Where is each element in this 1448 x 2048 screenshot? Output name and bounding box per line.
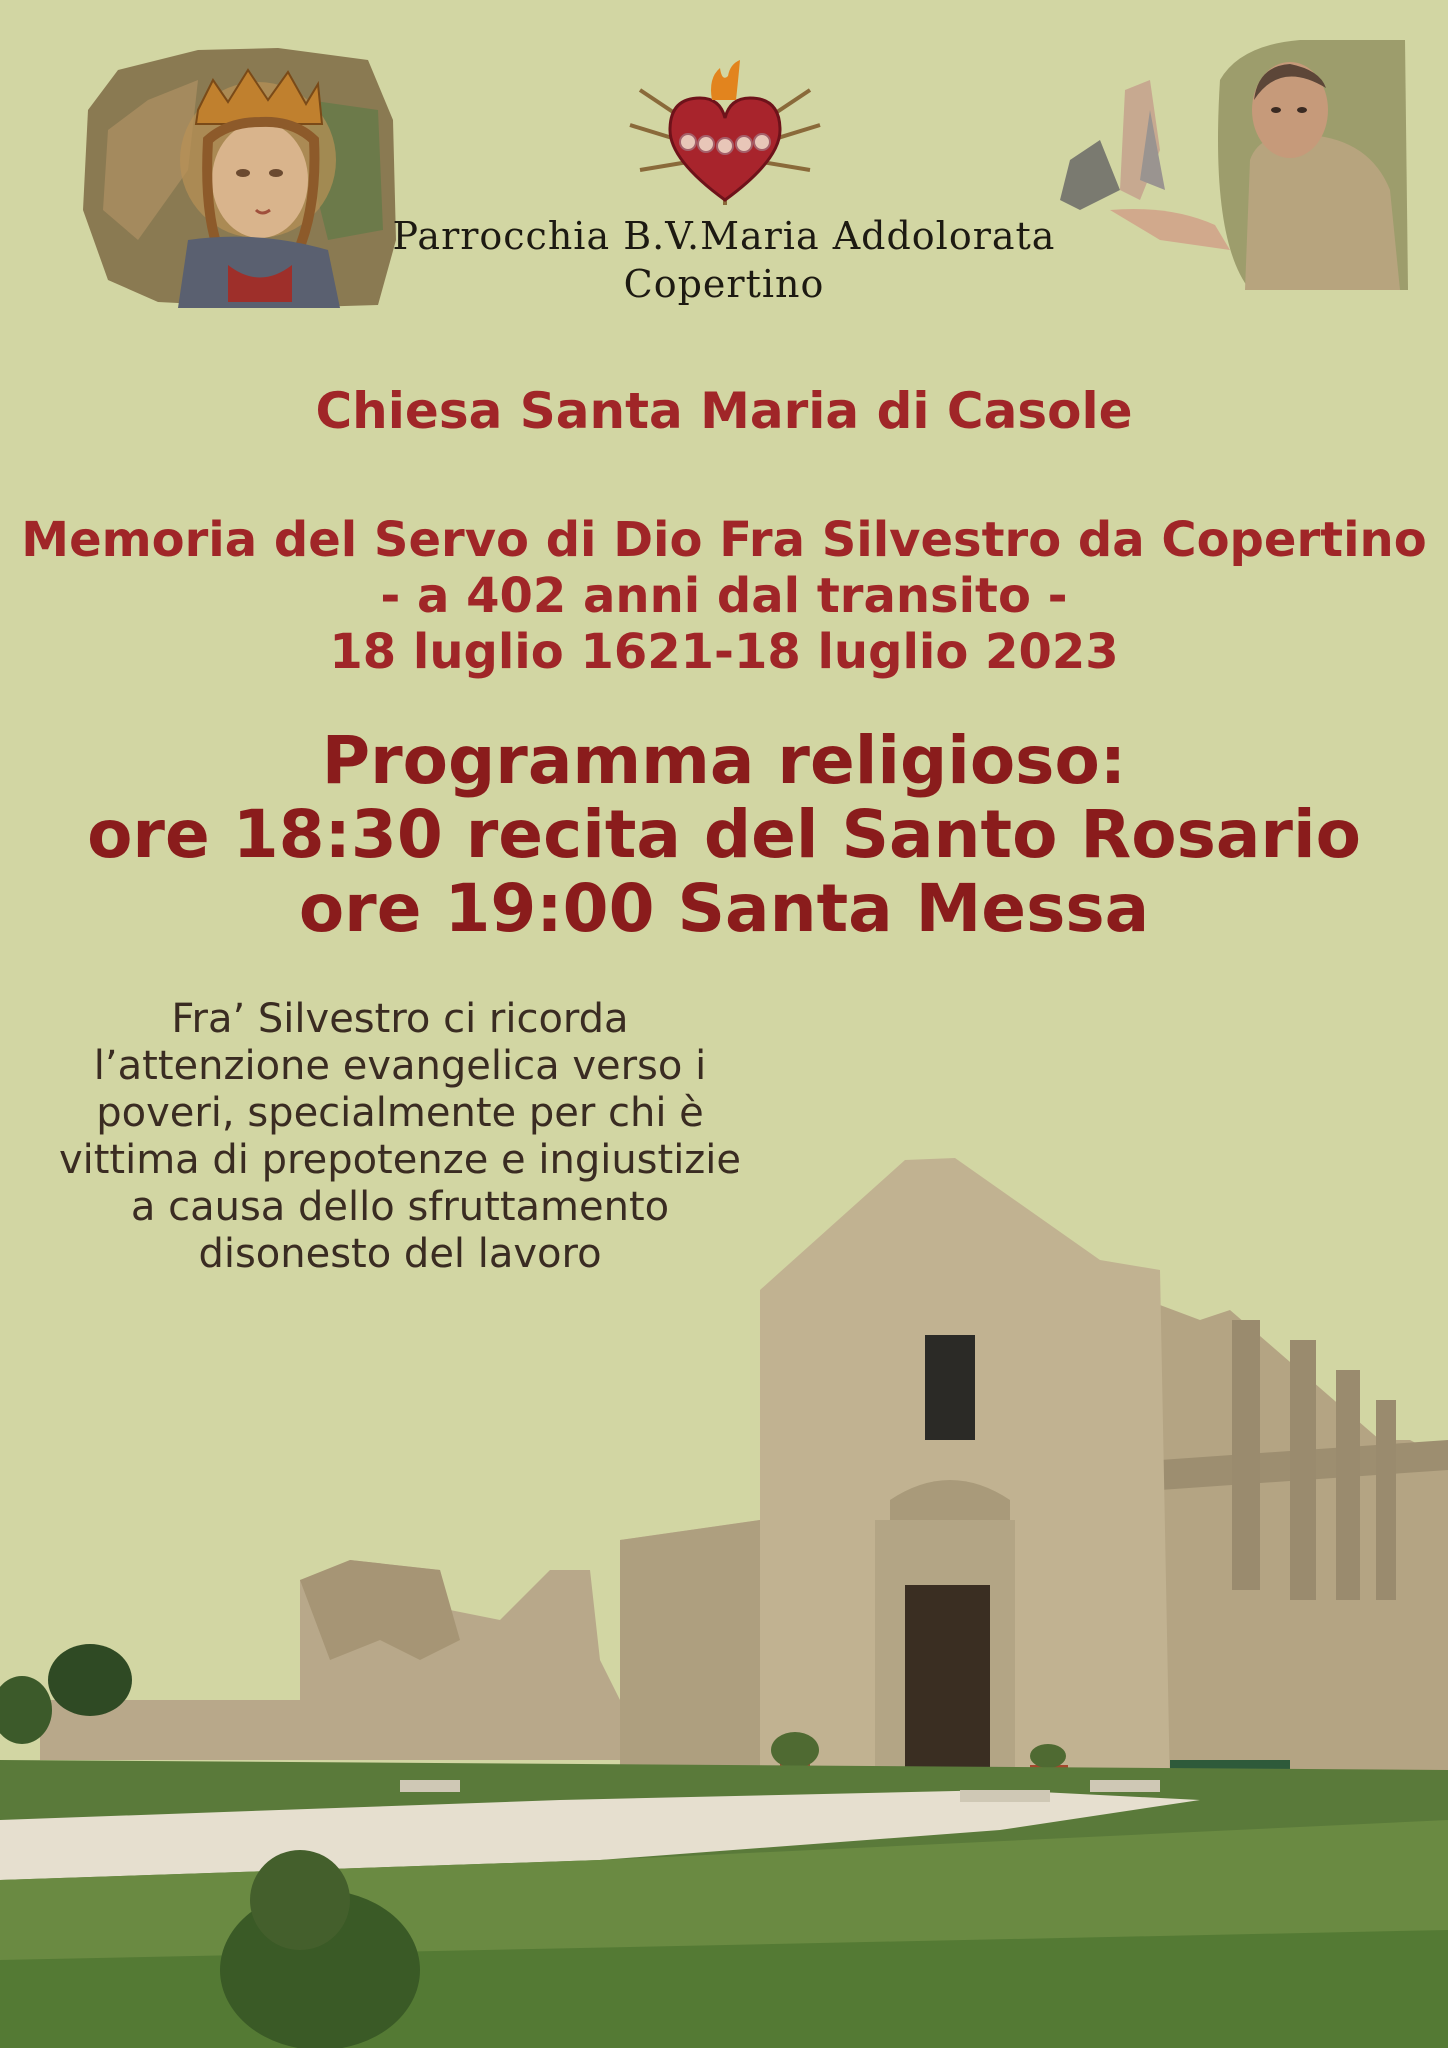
parish-line-1: Parrocchia B.V.Maria Addolorata — [392, 214, 1056, 258]
church-name: Chiesa Santa Maria di Casole — [315, 382, 1133, 440]
quote-line: vittima di prepotenze e ingiustizie — [58, 1137, 742, 1183]
program-rosary-time: ore 18:30 recita del Santo Rosario — [87, 796, 1361, 873]
parish-line-2: Copertino — [623, 262, 825, 306]
quote-line: disonesto del lavoro — [198, 1231, 602, 1277]
quote-line: a causa dello sfruttamento — [130, 1184, 670, 1230]
memorial-line-3: 18 luglio 1621-18 luglio 2023 — [329, 624, 1119, 680]
parish-name — [340, 212, 1108, 308]
friar-fresco-image — [1040, 40, 1410, 290]
memorial-line-1: Memoria del Servo di Dio Fra Silvestro da Copertino — [21, 512, 1427, 568]
quote-line: poveri, specialmente per chi è — [96, 1090, 704, 1136]
church-santa-maria-di-casole-photo — [0, 1140, 1448, 2048]
quote-line: l’attenzione evangelica verso i — [93, 1043, 707, 1089]
quote-line: Fra’ Silvestro ci ricorda — [171, 996, 629, 1042]
program-title: Programma religioso: — [321, 722, 1127, 799]
program-mass-time: ore 19:00 Santa Messa — [298, 870, 1150, 947]
memorial-heading — [0, 512, 1448, 680]
sacred-heart-seven-swords-icon — [620, 60, 830, 210]
religious-program — [0, 724, 1448, 946]
memorial-line-2: - a 402 anni dal transito - — [380, 568, 1068, 624]
